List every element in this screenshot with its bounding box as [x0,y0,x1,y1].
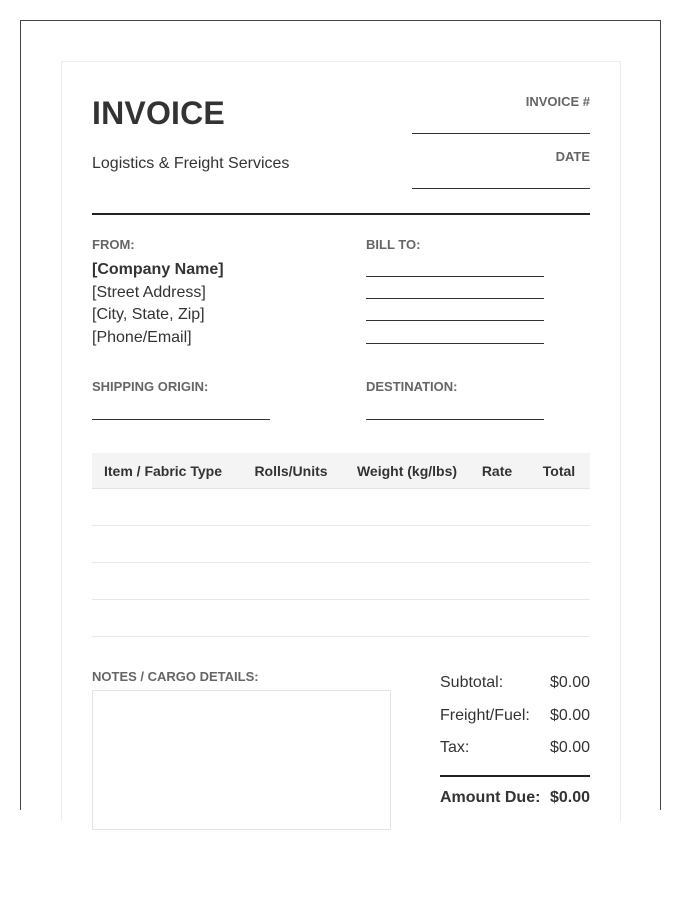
notes-textarea[interactable] [92,690,391,830]
amount-due-row [440,789,590,807]
from-phone-email: [Phone/Email] [92,328,192,346]
tax-value: $0.00 [549,739,590,756]
freight-label: Freight/Fuel: [440,707,530,724]
bill-to-line-1[interactable] [366,276,544,277]
column-header-rate: Rate [481,462,513,479]
bill-to-label: BILL TO: [366,237,421,252]
totals-divider [440,775,590,777]
from-address [92,259,224,349]
date-field[interactable] [412,188,590,189]
from-company-name: [Company Name] [92,261,224,278]
from-label: FROM: [92,237,135,252]
amount-due-value: $0.00 [549,789,590,806]
table-row[interactable] [92,489,590,526]
shipping-origin-label: SHIPPING ORIGIN: [92,379,209,394]
subtotal-row [440,674,590,692]
table-row[interactable] [92,526,590,563]
notes-label: NOTES / CARGO DETAILS: [92,669,259,684]
bill-to-line-3[interactable] [366,320,544,321]
bill-to-line-2[interactable] [366,298,544,299]
destination-field[interactable] [366,419,544,420]
freight-row [440,707,590,725]
header-divider [92,213,590,215]
column-header-rolls: Rolls/Units [254,462,328,479]
tax-label: Tax: [440,739,470,756]
invoice-title: INVOICE [92,95,225,131]
from-street-address: [Street Address] [92,283,206,301]
invoice-document [61,61,621,821]
bill-to-line-4[interactable] [366,343,544,344]
shipping-origin-field[interactable] [92,419,270,420]
page-sheet [20,20,661,810]
destination-label: DESTINATION: [366,379,458,394]
company-tagline: Logistics & Freight Services [92,155,290,172]
subtotal-value: $0.00 [549,674,590,691]
table-row[interactable] [92,600,590,637]
column-header-weight: Weight (kg/lbs) [356,462,458,479]
table-header [92,453,590,489]
from-city-state-zip: [City, State, Zip] [92,306,205,323]
line-items-table [92,453,590,637]
invoice-number-label: INVOICE # [525,94,590,109]
invoice-number-field[interactable] [412,133,590,134]
column-header-item: Item / Fabric Type [104,462,222,479]
subtotal-label: Subtotal: [440,674,504,691]
freight-value: $0.00 [549,707,590,724]
date-label: DATE [555,149,590,164]
table-row[interactable] [92,563,590,600]
amount-due-label: Amount Due: [440,789,541,806]
tax-row [440,739,590,757]
column-header-total: Total [542,462,576,479]
